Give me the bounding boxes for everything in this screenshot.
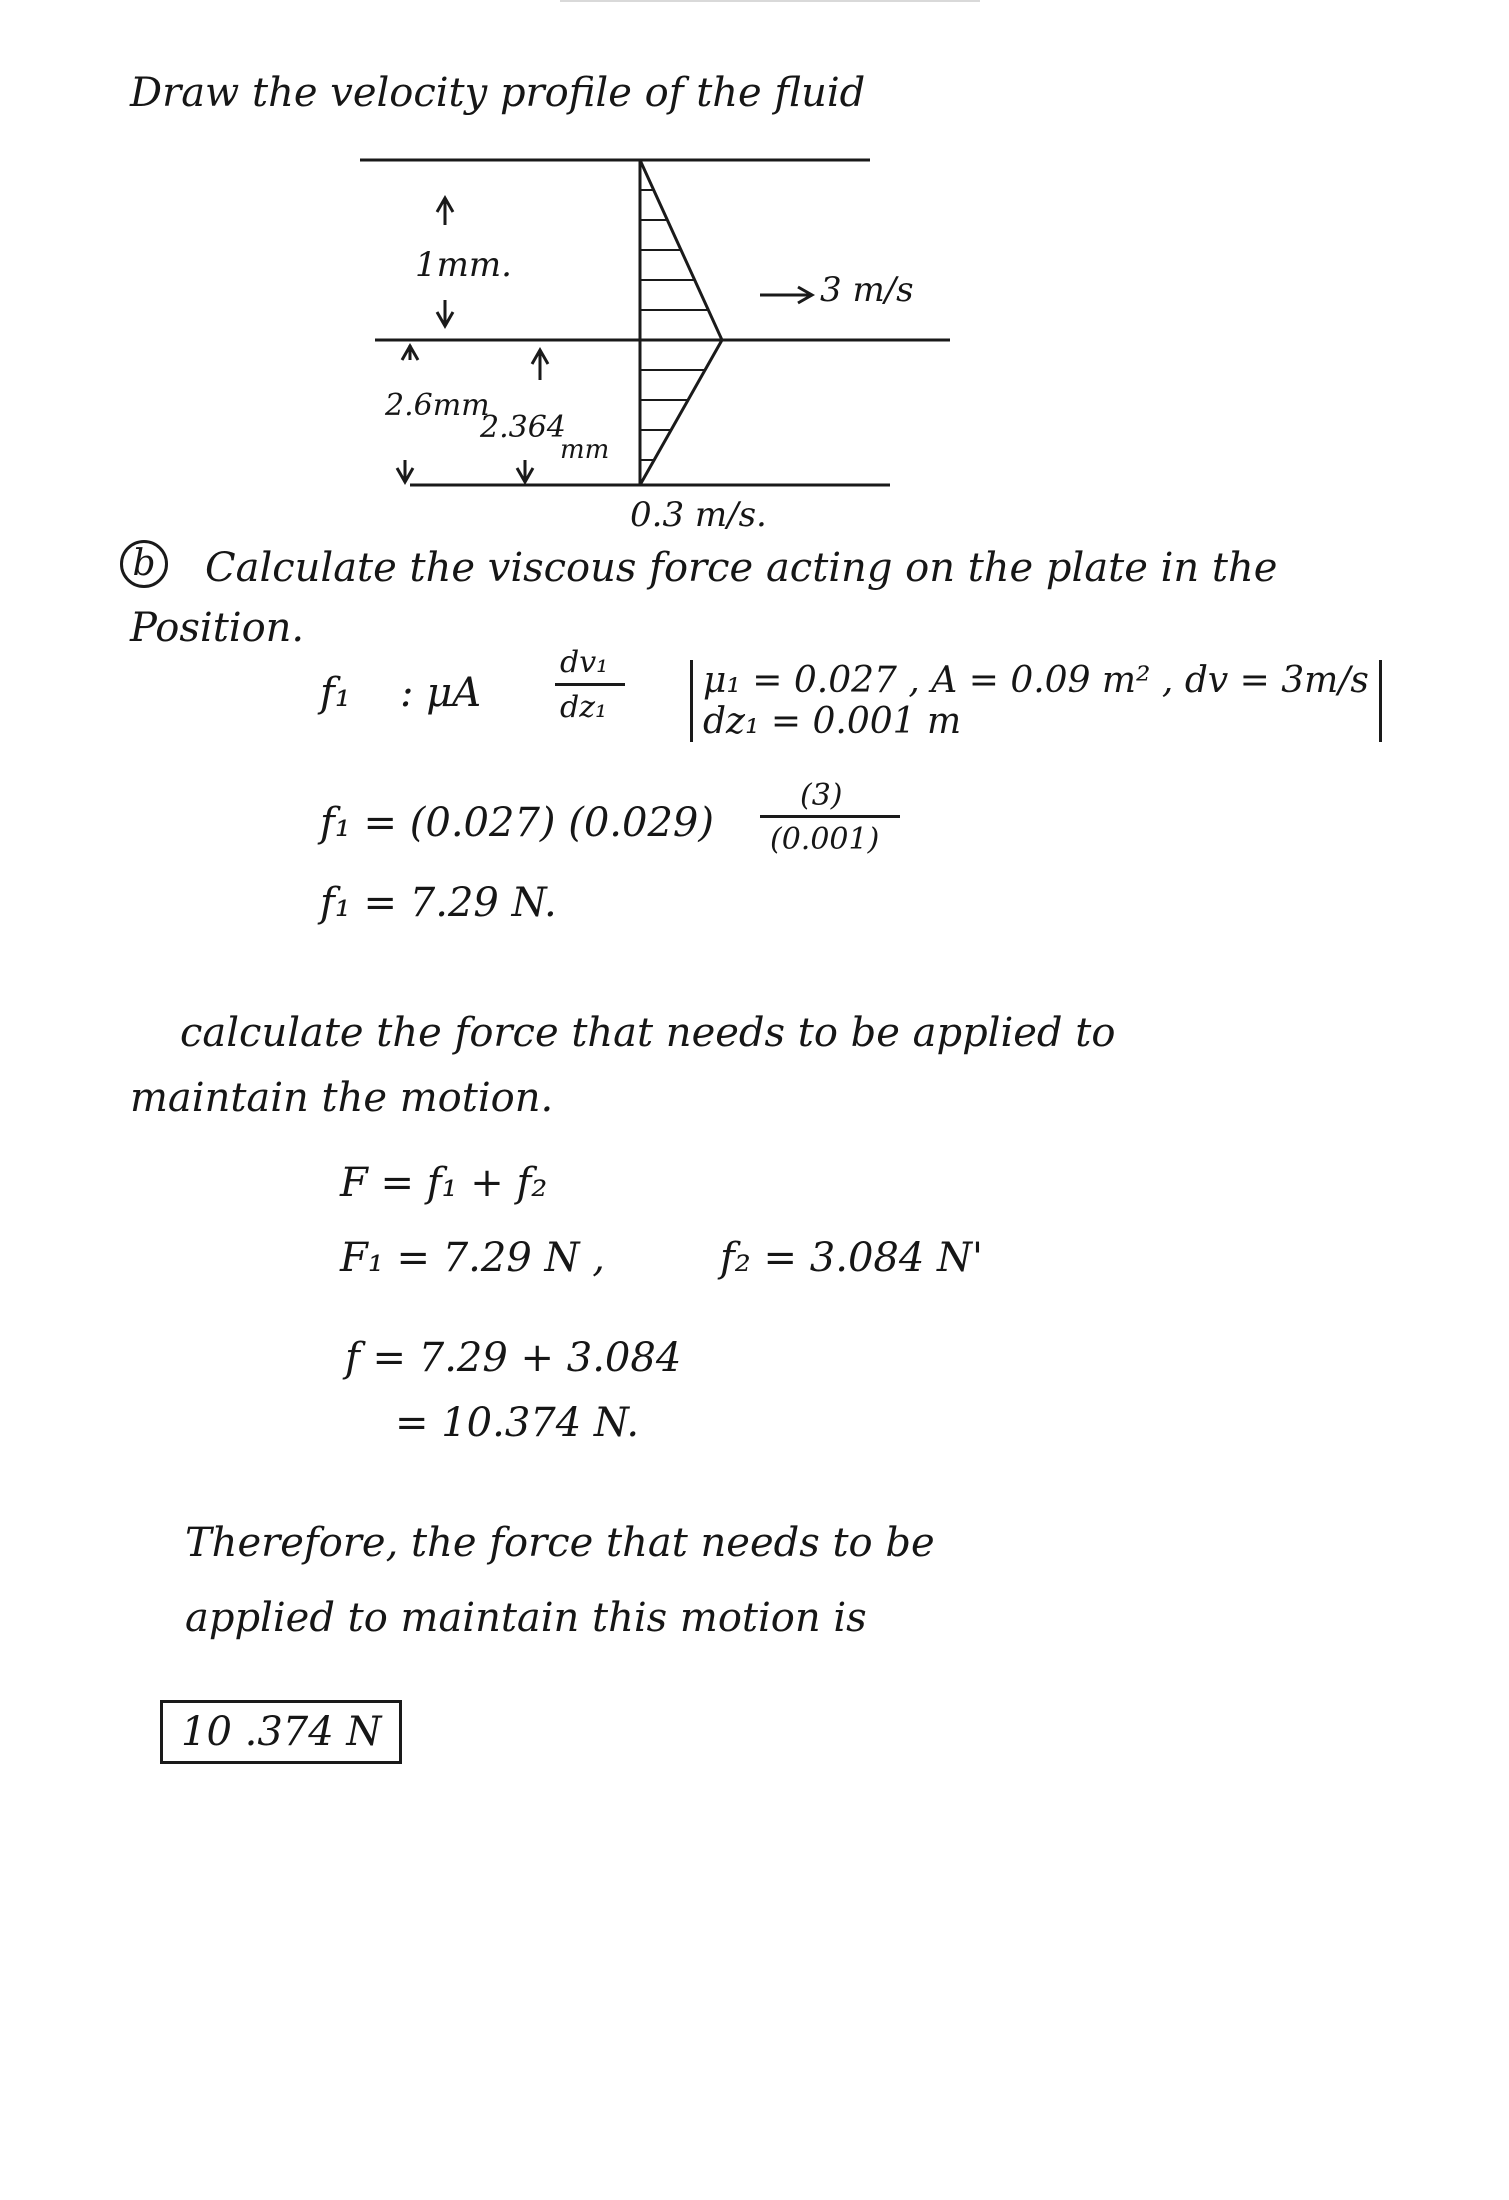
conclusion-line1: Therefore, the force that needs to be: [185, 1520, 935, 1566]
formula-lhs: f₁: [320, 670, 351, 716]
profile-hatching: [640, 190, 708, 460]
eq2a: F₁ = 7.29 N ,: [340, 1235, 605, 1281]
eq2b: f₂ = 3.084 N': [720, 1235, 984, 1281]
part-b-marker: b: [120, 540, 168, 588]
formula-rhs-numerator: dv₁: [560, 645, 609, 680]
formula-rhs-denominator: dz₁: [560, 690, 608, 725]
velocity-profile-diagram: [0, 0, 1509, 560]
velocity-profile-curve: [640, 160, 722, 485]
eq1: F = f₁ + f₂: [340, 1160, 548, 1206]
part-b-title-line2: Position.: [130, 605, 305, 651]
final-answer: 10 .374 N: [181, 1709, 382, 1755]
plate-velocity-arrow: [760, 287, 812, 303]
part-c-title-line1: calculate the force that needs to be applied to: [180, 1010, 1116, 1056]
conclusion-line2: applied to maintain this motion is: [185, 1595, 867, 1641]
formula-fraction-bar: [555, 683, 625, 686]
bottom-gap-label-b: 2.364: [480, 410, 566, 445]
part-c-title-line2: maintain the motion.: [130, 1075, 554, 1121]
given-line1: μ₁ = 0.027 , A = 0.09 m² , dv = 3m/s: [703, 660, 1369, 701]
given-values-bracket: [690, 660, 1382, 742]
top-gap-label: 1mm.: [415, 245, 512, 285]
step1-fraction-bar: [760, 815, 900, 818]
part-b-title-line1: Calculate the viscous force acting on the plate in the: [205, 545, 1278, 591]
plate-velocity-label: 3 m/s: [820, 270, 914, 310]
given-line2: dz₁ = 0.001 m: [703, 701, 962, 742]
step1-numerator: (3): [800, 778, 843, 813]
step1-denominator: (0.001): [770, 822, 880, 857]
bottom-gap-unit: mm: [560, 435, 610, 465]
step2: f₁ = 7.29 N.: [320, 880, 557, 926]
eq4: = 10.374 N.: [395, 1400, 640, 1446]
eq3: f = 7.29 + 3.084: [345, 1335, 682, 1381]
final-answer-box: [160, 1700, 402, 1764]
step1: f₁ = (0.027) (0.029): [320, 800, 714, 846]
bottom-velocity-label: 0.3 m/s.: [630, 495, 767, 535]
bottom-gap-label-a: 2.6mm: [385, 388, 490, 423]
formula-rhs-prefix: : μA: [400, 670, 482, 716]
page-heading: Draw the velocity profile of the fluid: [130, 70, 866, 116]
